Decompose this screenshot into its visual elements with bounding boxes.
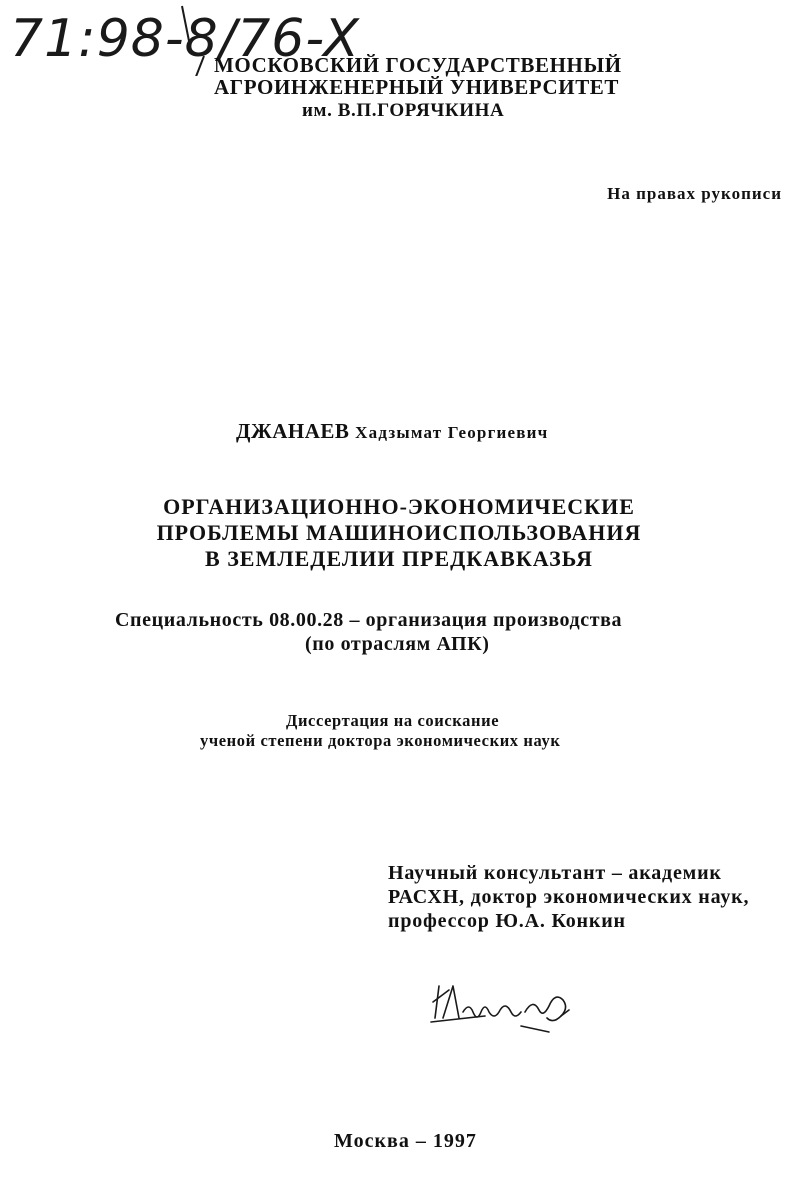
dissertation-line2: ученой степени доктора экономических наук	[200, 731, 561, 750]
consultant-line1: Научный консультант – академик	[388, 862, 722, 884]
dissertation-line1: Диссертация на соискание	[286, 711, 500, 730]
consultant-line3: профессор Ю.А. Конкин	[388, 910, 626, 932]
manuscript-rights-label: На правах рукописи	[607, 184, 782, 203]
specialty-line2: (по отраслям АПК)	[305, 633, 490, 655]
archive-code-text: 71:98-8/76-X	[10, 9, 360, 69]
author-surname: ДЖАНАЕВ	[236, 419, 350, 443]
university-name-line3: им. В.П.ГОРЯЧКИНА	[302, 100, 505, 121]
specialty-line1: Специальность 08.00.28 – организация производства	[115, 609, 623, 631]
author-signature	[425, 972, 615, 1042]
author-name	[236, 419, 548, 444]
thesis-title-line3: В ЗЕМЛЕДЕЛИИ ПРЕДКАВКАЗЬЯ	[205, 546, 593, 571]
university-name-line2: АГРОИНЖЕНЕРНЫЙ УНИВЕРСИТЕТ	[214, 75, 620, 99]
consultant-line2: РАСХН, доктор экономических наук,	[388, 886, 750, 908]
city-year: Москва – 1997	[334, 1130, 477, 1152]
author-given-names: Хадзымат Георгиевич	[355, 423, 549, 442]
university-name-line1: МОСКОВСКИЙ ГОСУДАРСТВЕННЫЙ	[214, 53, 622, 77]
thesis-title-line2: ПРОБЛЕМЫ МАШИНОИСПОЛЬЗОВАНИЯ	[156, 520, 642, 545]
thesis-title-line1: ОРГАНИЗАЦИОННО-ЭКОНОМИЧЕСКИЕ	[163, 494, 635, 519]
